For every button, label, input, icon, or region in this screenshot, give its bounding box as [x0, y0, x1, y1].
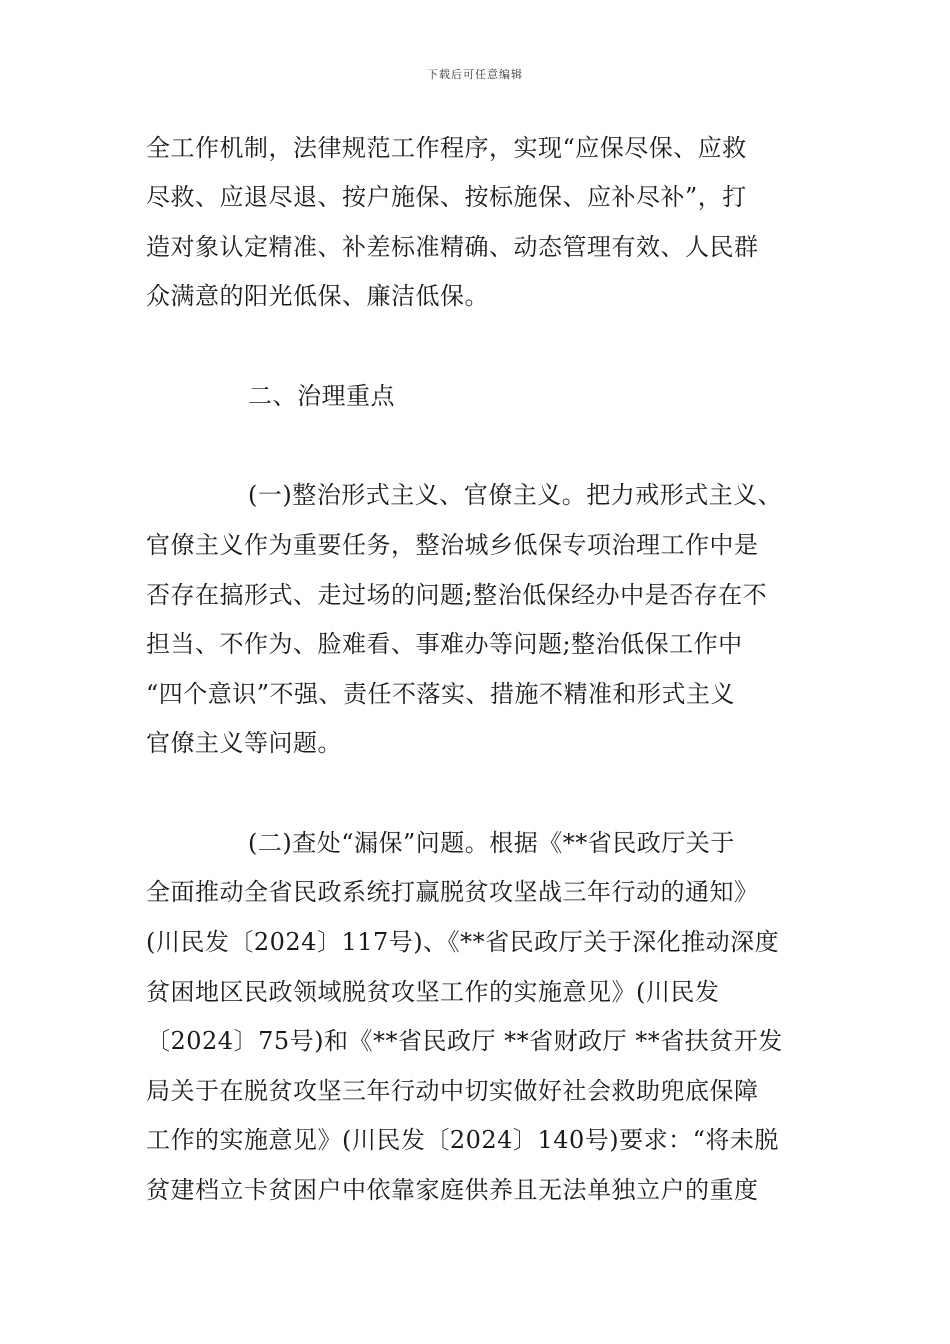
- section-heading: 二、治理重点: [248, 382, 395, 410]
- paragraph-line: 众满意的阳光低保、廉洁低保。: [146, 282, 489, 310]
- paragraph-line: 〔2024〕75号)和《**省民政厅 **省财政厅 **省扶贫开发: [146, 1027, 783, 1055]
- paragraph-line: 造对象认定精准、补差标准精确、动态管理有效、人民群: [146, 233, 759, 261]
- paragraph-line: (川民发〔2024〕117号)、《**省民政厅关于深化推动深度: [146, 928, 780, 956]
- paragraph-line: 担当、不作为、脸难看、事难办等问题;整治低保工作中: [146, 630, 743, 658]
- paragraph-line: 官僚主义作为重要任务，整治城乡低保专项治理工作中是: [146, 531, 759, 559]
- paragraph-line: (一)整治形式主义、官僚主义。把力戒形式主义、: [248, 481, 783, 509]
- paragraph-line: 尽救、应退尽退、按户施保、按标施保、应补尽补”，打: [146, 183, 747, 211]
- header-note: 下载后可任意编辑: [427, 68, 523, 81]
- paragraph-line: 全面推动全省民政系统打赢脱贫攻坚战三年行动的通知》: [146, 878, 759, 906]
- paragraph-line: (二)查处“漏保”问题。根据《**省民政厅关于: [248, 829, 735, 857]
- paragraph-line: 否存在搞形式、走过场的问题;整治低保经办中是否存在不: [146, 581, 768, 609]
- paragraph-line: 官僚主义等问题。: [146, 729, 342, 757]
- paragraph-line: 贫困地区民政领域脱贫攻坚工作的实施意见》(川民发: [146, 978, 720, 1006]
- paragraph-line: 工作的实施意见》(川民发〔2024〕140号)要求：“将未脱: [146, 1126, 779, 1154]
- paragraph-line: 局关于在脱贫攻坚三年行动中切实做好社会救助兜底保障: [146, 1077, 759, 1105]
- paragraph-line: 全工作机制，法律规范工作程序，实现“应保尽保、应救: [146, 134, 747, 162]
- paragraph-line: “四个意识”不强、责任不落实、措施不精准和形式主义: [146, 680, 736, 708]
- paragraph-line: 贫建档立卡贫困户中依靠家庭供养且无法单独立户的重度: [146, 1176, 759, 1204]
